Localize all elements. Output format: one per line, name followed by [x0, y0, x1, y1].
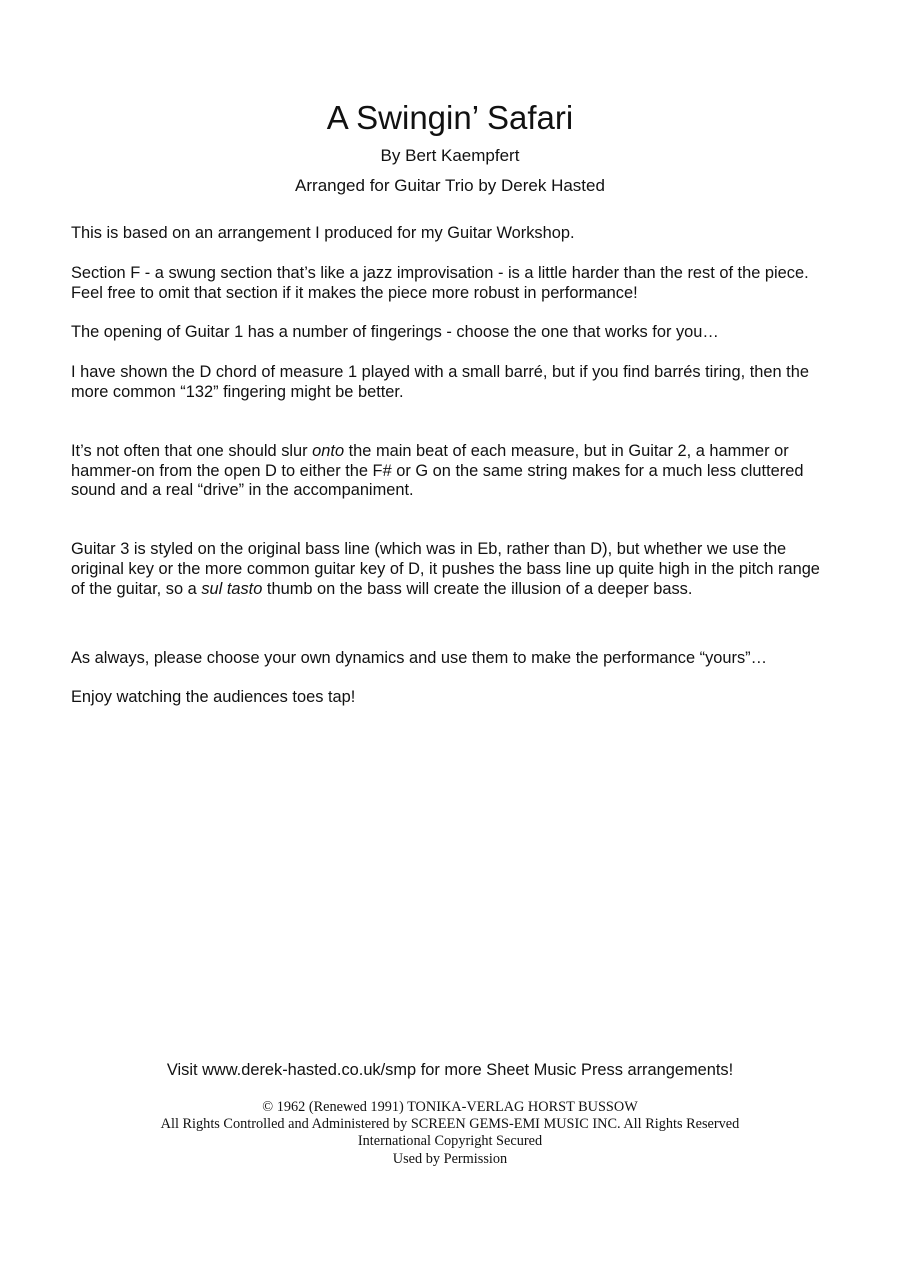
- note-paragraph-6: [71, 540, 831, 599]
- note-text: It’s not often that one should slur: [71, 441, 313, 460]
- copyright-line: © 1962 (Renewed 1991) TONIKA-VERLAG HORST BUSSOW: [262, 1099, 638, 1115]
- note-paragraph-4: I have shown the D chord of measure 1 played with a small barré, but if you find barrés tiring, then the more common “132” fingering might be better.: [71, 363, 809, 401]
- note-paragraph-3: The opening of Guitar 1 has a number of fingerings - choose the one that works for you…: [71, 323, 719, 342]
- note-text: Guitar 3 is styled on the original bass line (which was in Eb, rather than D), but whether we use the original key or the more common guitar key of D, it pushes the bass line up quite high in the pitch range of the guitar, so a: [71, 540, 820, 598]
- note-paragraph-8: Enjoy watching the audiences toes tap!: [71, 688, 356, 707]
- note-emphasis: sul tasto: [201, 579, 263, 598]
- performance-notes: [71, 224, 831, 708]
- arranger-credit: Arranged for Guitar Trio by Derek Hasted: [295, 176, 605, 195]
- page-title: A Swingin’ Safari: [326, 99, 574, 136]
- note-paragraph-5: [71, 442, 831, 501]
- note-paragraph-1: This is based on an arrangement I produced for my Guitar Workshop.: [71, 224, 575, 242]
- note-text: the main beat of each measure, but in Guitar 2, a hammer or hammer-on from the open D to either the F# or G on the same string makes for a much less cluttered sound and a real “drive” in the accompaniment.: [71, 441, 804, 500]
- note-paragraph-2: Section F - a swung section that’s like a jazz improvisation - is a little harder than the rest of the piece. Feel free to omit that section if it makes the piece more robust in performance!: [71, 263, 809, 302]
- note-text: thumb on the bass will create the illusion of a deeper bass.: [262, 579, 693, 598]
- note-paragraph-7: As always, please choose your own dynamics and use them to make the performance “yours”…: [71, 648, 768, 667]
- rights-line: All Rights Controlled and Administered by SCREEN GEMS-EMI MUSIC INC. All Rights Reserved: [160, 1116, 740, 1133]
- permission-line: Used by Permission: [392, 1150, 508, 1167]
- website-promo: Visit www.derek-hasted.co.uk/smp for more Sheet Music Press arrangements!: [166, 1061, 734, 1079]
- copyright-notice: [0, 1099, 900, 1168]
- composer-credit: By Bert Kaempfert: [380, 146, 520, 165]
- note-emphasis: onto: [312, 441, 345, 460]
- international-line: International Copyright Secured: [357, 1133, 543, 1150]
